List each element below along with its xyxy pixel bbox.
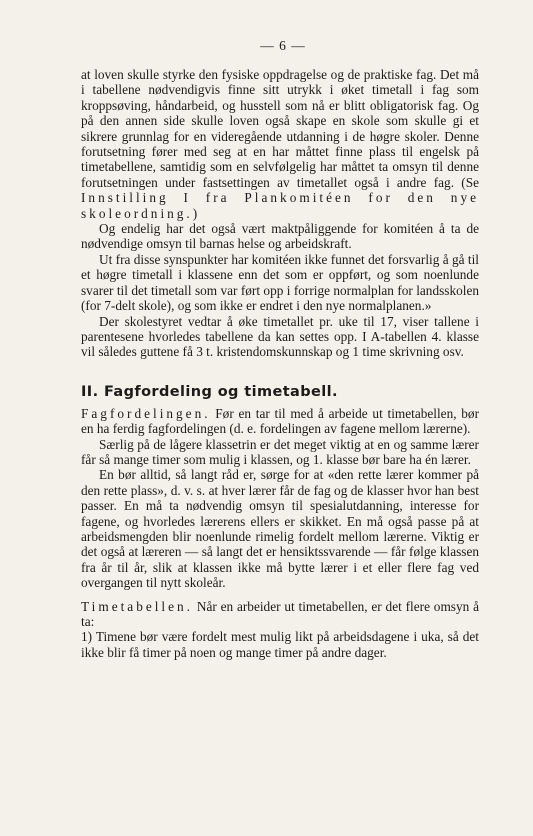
paragraph-saerlig: Særlig på de lågere klassetrin er det meget viktig at en og samme lærer får så mange timer som mulig i klassen, og 1. klasse bør bare ha én lærer. — [81, 436, 479, 467]
page-number: — 6 — — [260, 38, 306, 53]
paragraph-komiteen: Og endelig har det også vært maktpåliggende for komitéen å ta de nødvendige omsyn til barnas helse og arbeidskraft. — [81, 221, 479, 252]
spacer — [81, 591, 479, 599]
paragraph-fagfordelingen — [81, 406, 479, 437]
paragraph-intro — [81, 67, 479, 221]
paragraph-timetabellen — [81, 599, 479, 630]
paragraph-rette-laerer: En bør alltid, så langt råd er, sørge for at «den rette lærer kommer på den rette plass», d. v. s. at hver lærer får de fag og de klasser hvor han best passer. En må ta nødvendig omsyn til spesialutdanning, interesse for fagene, og hvorledes lærerens ellers er skikket. En må også passe på at arbeidsmengden blir noenlunde rimelig fordelt mellom lærerne. Viktig er det også at læreren — så langt det er hensiktssvarende — får følge klassen fra år til år, slik at klassen ikke må bytte lærer i et eller flere fag ved overgangen til nytt skoleår. — [81, 467, 479, 591]
timetabellen-text: Når en arbeider ut timetabellen, er det flere omsyn å ta: — [81, 598, 479, 629]
paragraph-synspunkter: Ut fra disse synspunkter har komitéen ikke funnet det forsvarlig å gå til et høgre timetall i klassene enn det som er oppført, og som noenlunde svarer til det timetall som var ført opp i forrige normalplan for landsskolen (for 7-delt skole), og som ikke er endret i den nye normalplanen.» — [81, 251, 479, 314]
paragraph-skolestyret: Der skolestyret vedtar å øke timetallet pr. uke til 17, viser tallene i parentesene hvorledes tabellene da kan settes opp. I A-tabellen 4. klasse vil således guttene få 3 t. kristendomskunnskap og 1 time skrivning osv. — [81, 313, 479, 360]
fagfordelingen-text: Før en tar til med å arbeide ut timetabellen, bør en ha ferdig fagfordelingen (d. e. fordelingen av fagene mellom lærerne). — [81, 405, 479, 437]
term-timetabellen: Timetabellen. — [81, 598, 194, 614]
term-fagfordelingen: Fagfordelingen. — [81, 405, 211, 421]
reference-title: Innstilling I fra Plankomitéen for den nye skoleordning. — [81, 190, 479, 221]
paragraph-timene: 1) Timene bør være fordelt mest mulig likt på arbeidsdagene i uka, så det ikke blir få timer på noen og mange timer på andre dager. — [81, 629, 479, 660]
reference-close: ) — [192, 205, 198, 221]
paragraph-intro-text: at loven skulle styrke den fysiske oppdragelse og de praktiske fag. Det må i tabellene nødvendigvis finne sitt utrykk i øket timetall i fag som kroppsøving, håndarbeid, og husstell som nå er blitt obligatorisk fag. Og på den annen side skulle loven også skape en skole som skulle gi et sikrere grunnlag for en videregående utdanning i de høgre skoler. Denne forutsetning fører med seg at en har måttet finne plass til engelsk på timetabellene, samtidig som en selvfølgelig har måttet ta omsyn til denne forutsetningen under fastsettingen av timetallet også i andre fag. (Se — [81, 67, 479, 190]
section-heading: II. Fagfordeling og timetabell. — [81, 383, 338, 400]
